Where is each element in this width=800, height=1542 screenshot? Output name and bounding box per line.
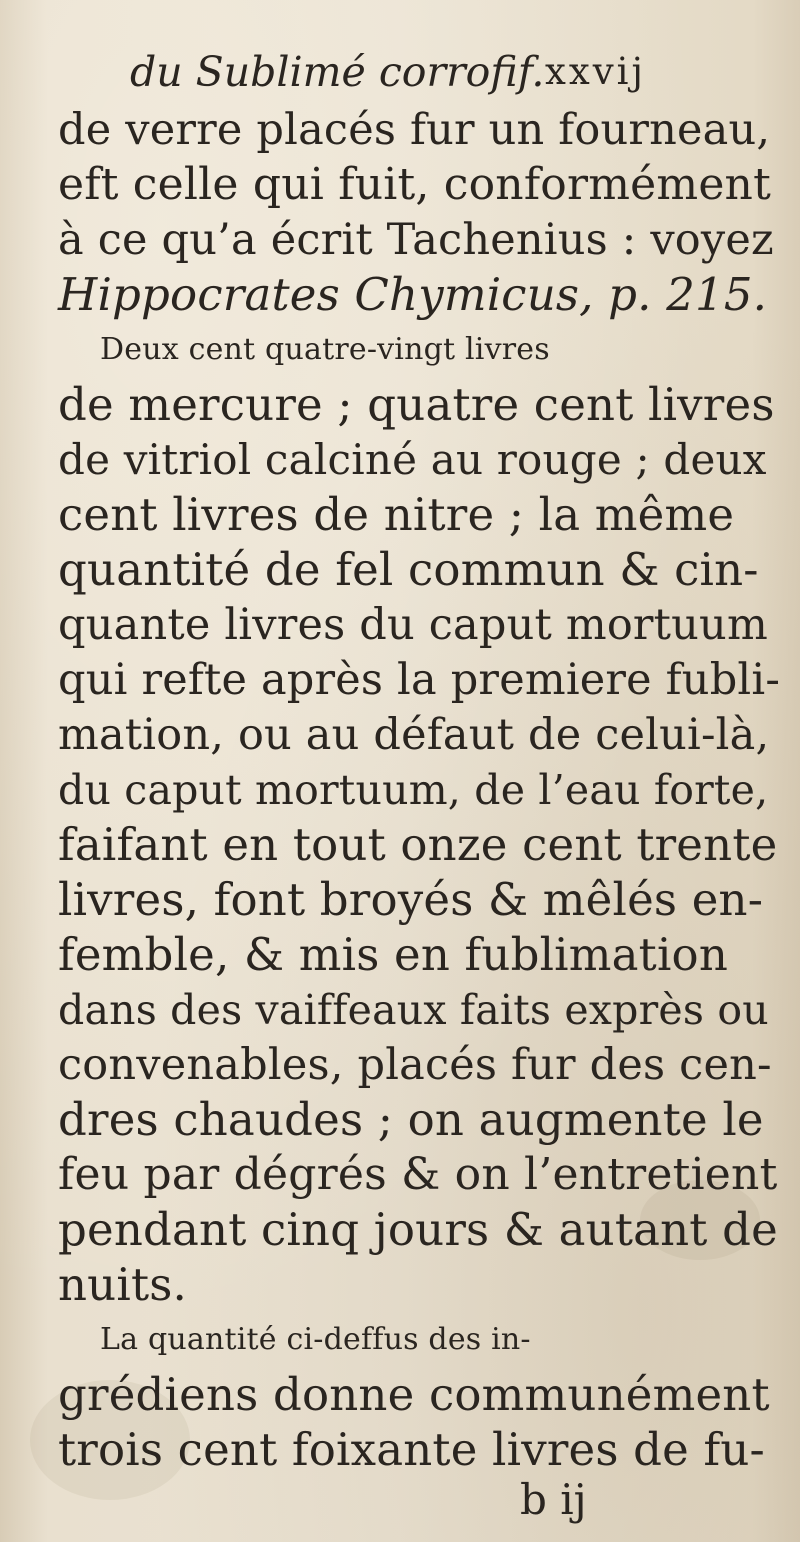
text-line: du caput mortuum, de l’eau forte, bbox=[58, 766, 769, 814]
text-line: à ce qu’a écrit Tachenius : voyez bbox=[58, 215, 774, 265]
running-title: du Sublimé corrofif. bbox=[130, 48, 545, 96]
text-line: mation, ou au défaut de celui-là, bbox=[58, 710, 770, 760]
page-number: xxvij bbox=[545, 50, 646, 93]
text-line: quantité de fel commun & cin- bbox=[58, 543, 759, 596]
text-line: feu par dégrés & on l’entretient bbox=[58, 1149, 778, 1200]
text-line: grédiens donne communément bbox=[58, 1368, 770, 1421]
text-line: de vitriol calciné au rouge ; deux bbox=[58, 435, 767, 484]
text-line: femble, & mis en fublimation bbox=[58, 928, 729, 981]
text-line: eft celle qui fuit, conformément bbox=[58, 159, 771, 210]
text-line: de verre placés fur un fourneau, bbox=[58, 105, 771, 155]
running-header bbox=[0, 42, 800, 102]
text-line: de mercure ; quatre cent livres bbox=[58, 378, 775, 431]
text-line: cent livres de nitre ; la même bbox=[58, 488, 735, 541]
text-line: dans des vaiffeaux faits exprès ou bbox=[58, 986, 769, 1034]
text-line: convenables, placés fur des cen- bbox=[58, 1040, 772, 1090]
text-line: trois cent foixante livres de fu- bbox=[58, 1423, 765, 1476]
text-line: pendant cinq jours & autant de bbox=[58, 1203, 778, 1256]
text-line: livres, font broyés & mêlés en- bbox=[58, 873, 764, 926]
text-line: quante livres du caput mortuum bbox=[58, 600, 768, 650]
paragraph-start-line: Deux cent quatre-vingt livres bbox=[100, 332, 550, 367]
text-line: Hippocrates Chymicus, p. 215. bbox=[58, 268, 768, 321]
text-line: dres chaudes ; on augmente le bbox=[58, 1093, 764, 1146]
paragraph-start-line: La quantité ci-deffus des in- bbox=[100, 1322, 531, 1357]
text-line: faifant en tout onze cent trente bbox=[58, 818, 778, 871]
text-line: qui refte après la premiere fubli- bbox=[58, 655, 781, 705]
text-line: nuits. bbox=[58, 1258, 188, 1311]
signature-mark: b ij bbox=[520, 1475, 587, 1524]
